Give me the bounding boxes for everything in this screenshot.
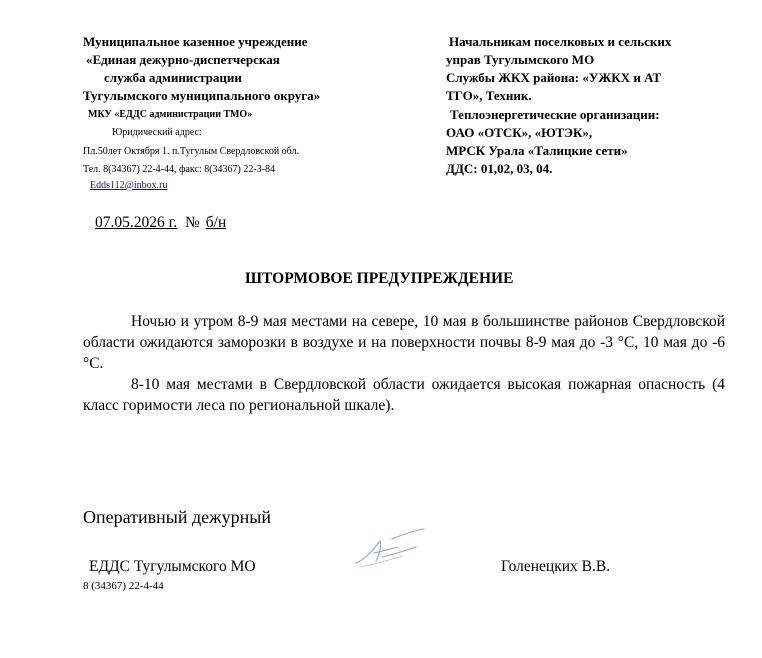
signer-position: Оперативный дежурный <box>83 507 271 527</box>
recipient-line-5: Теплоэнергетические организации: <box>450 107 660 122</box>
sender-address: Пл.50лет Октября 1. п.Тугулым Свердловской обл. <box>83 146 299 157</box>
number-sign: № <box>184 214 200 231</box>
body-paragraph-2: 8-10 мая местами в Свердловской области ожидается высокая пожарная опасность (4 класс горимости леса по региональной шкале). <box>83 376 725 414</box>
recipient-line-2: управ Тугулымского МО <box>446 52 595 67</box>
signer-phone: 8 (34367) 22-4-44 <box>83 580 164 592</box>
date-number-line <box>89 212 226 233</box>
recipient-line-4: ТГО», Техник. <box>446 88 532 103</box>
sender-line-3: служба администрации <box>104 70 242 85</box>
sender-email-link[interactable]: Edds112@inbox.ru <box>90 180 168 191</box>
recipient-line-8: ДДС: 01,02, 03, 04. <box>446 161 553 176</box>
recipient-line-7: МРСК Урала «Талицкие сети» <box>446 143 628 158</box>
sender-address-label: Юридический адрес: <box>112 127 202 138</box>
document-date: 07.05.2026 г. <box>95 214 178 231</box>
signer-organization: ЕДДС Тугулымского МО <box>89 558 256 575</box>
sender-short-name: МКУ «ЕДДС администрации ТМО» <box>88 109 253 120</box>
document-title: ШТОРМОВОЕ ПРЕДУПРЕЖДЕНИЕ <box>245 270 514 287</box>
sender-phone: Тел. 8(34367) 22-4-44, факс: 8(34367) 22-3-84 <box>83 164 276 175</box>
signer-name: Голенецких В.В. <box>501 558 611 575</box>
sender-line-1: Муниципальное казенное учреждение <box>83 34 308 49</box>
body-paragraph-1: Ночью и утром 8-9 мая местами на севере, 10 мая в большинстве районов Свердловской области ожидаются заморозки в воздухе и на поверхности почвы 8-9 мая до -3 °С, 10 мая до -6 °С. <box>83 313 725 372</box>
document-number: б/н <box>205 214 227 231</box>
handwritten-signature <box>352 525 427 575</box>
recipient-line-1: Начальникам поселковых и сельских <box>449 34 672 49</box>
recipient-line-3: Службы ЖКХ района: «УЖКХ и АТ <box>446 70 661 85</box>
sender-line-2: «Единая дежурно-диспетчерская <box>86 52 280 67</box>
sender-line-4: Тугулымского муниципального округа» <box>83 88 321 103</box>
recipient-line-6: ОАО «ОТСК», «ЮТЭК», <box>446 125 593 140</box>
